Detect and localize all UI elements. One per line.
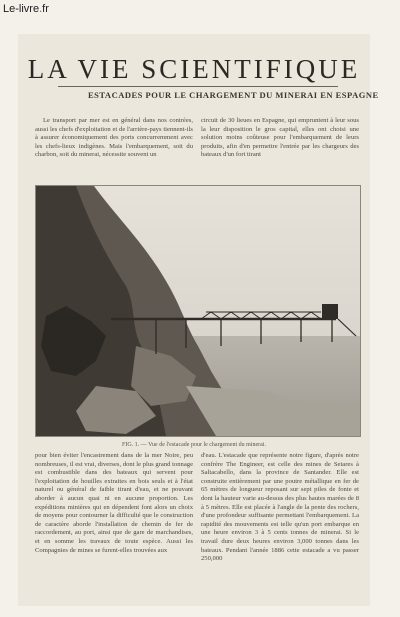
paragraph-left: pour bien éviter l'encastrement dans de la mer Noire, peu nombreuses, il est vrai, diverses, dont le plus grand tonnage est combustible dans des bateaux qui servent pour l'exploitation de houilles extraites en bois seuls et à l'état naturel ou général de faible tirant d'eau, et ne pouvant aborder à aucun quai ni en aucune proportion. Les expéditions minières qui en dépendent font alors un choix de moyens pour contourner la difficulté que le construction de caractère aborde l'installation de chemin de fer de raccordement, au port, ainsi que de gare de marchandises, et en somme les travaux de toute espèce. Aussi les Compagnies de mines se furent-elles trouvées aux xyxy=(35,452,193,554)
estacade-illustration xyxy=(36,186,360,436)
body-column-left xyxy=(35,452,193,602)
paragraph-top-left: Le transport par mer est en général dans nos contrées, aussi les chefs d'exploitation et de l'arrière-pays tiennent-ils à assurer économiquement des ports concurremment avec les chefs-lieux indigènes. Mais l'embarquement, soit du charbon, soit du minerai, nécessite souvent un xyxy=(35,117,193,159)
magazine-title: LA VIE SCIENTIFIQUE xyxy=(27,54,361,84)
paragraph-top-right: circuit de 30 lieues en Espagne, qui empruntent à leur sous la leur disposition le gros capital, elles ont choisi une solution moins coûteuse pour l'embarquement de leurs produits, afin d'en permettre l'entrée par les chargeurs des bateaux d'un fort tirant xyxy=(201,117,359,159)
site-watermark xyxy=(3,3,49,15)
body-column-top-left xyxy=(35,117,193,181)
body-column-top-right xyxy=(201,117,359,181)
body-column-right xyxy=(201,452,359,602)
article-title: ESTACADES POUR LE CHARGEMENT DU MINERAI EN ESPAGNE xyxy=(88,90,379,100)
pier-head-house xyxy=(322,304,338,319)
figure-caption: FIG. 1. — Vue de l'estacade pour le chargement du minerai. xyxy=(122,442,266,448)
watermark-tld: fr xyxy=(42,3,49,15)
figure-engraving xyxy=(35,185,361,437)
scanned-page xyxy=(18,34,379,606)
watermark-site: Le-livre xyxy=(3,3,40,15)
title-rule xyxy=(58,86,338,87)
watermark-dot: . xyxy=(39,3,43,15)
paragraph-right: d'eau. L'estacade que représente notre figure, d'après notre confrère The Engineer, est celle des mines de Setares à Saltacabello, dans la province de Santander. Elle est construite entièrement par une poutre métallique en fer de 65 mètres de longueur reposant sur sept piles de fonte et dont la hauteur varie au-dessus des plus hautes marées de 8 à 5 mètres. Elle est placée à l'angle de la pente des rochers, d'une profondeur suffisante permettant l'embarquement. La rapidité des mouvements est telle qu'un port embarque en une heure environ 3 à 5 cents tonnes de minerai. Si le travail dure deux heures environ 3,000 tonnes dans les bateaux. Pendant l'année 1886 cette estacade a vu passer 250,000 xyxy=(201,452,359,563)
